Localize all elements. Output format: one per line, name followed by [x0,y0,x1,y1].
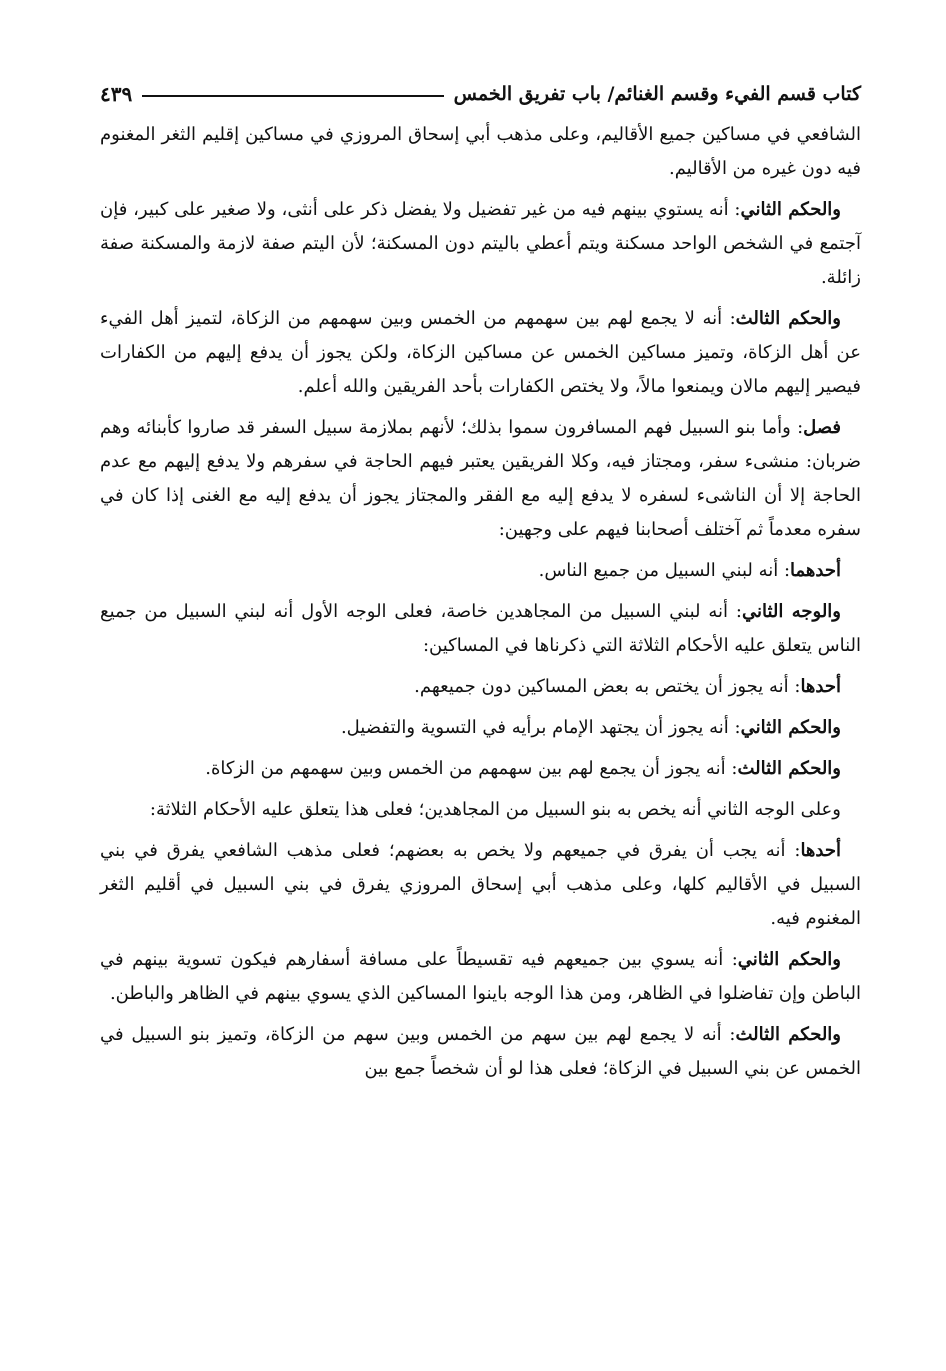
chapter-title: كتاب قسم الفيء وقسم الغنائم/ باب تفريق الخمس [453,83,861,105]
paragraph [100,554,861,588]
paragraph [100,943,861,1011]
paragraph-text: : أنه يجوز أن يجتهد الإمام برأيه في التسوية والتفضيل. [340,717,741,738]
paragraph [100,670,861,704]
paragraph-lead: والحكم الثاني [737,949,841,970]
paragraph-text: : أنه لا يجمع لهم بين سهمهم من الخمس وبين سهمهم من الزكاة، لتميز أهل الفيء عن أهل الزكاة، وتميز مساكين الخمس عن مساكين الزكاة، ولكن يجوز أن يدفع إليهم من الكفارات فيصير إليهم مالان ويمنعوا مالاً، ولا يختص الكفارات بأحد الفريقين والله أعلم. [100,308,861,397]
paragraph [100,193,861,295]
paragraph [100,793,861,827]
paragraph [100,411,861,547]
paragraph-lead: أحدها [800,676,841,697]
running-header [100,70,861,118]
paragraph-lead: والحكم الثالث [737,758,841,779]
paragraph [100,834,861,936]
section-label: فصل [803,417,841,438]
paragraph-text: : أنه لبني السبيل من جميع الناس. [538,560,791,581]
paragraph-text: الشافعي في مساكين جميع الأقاليم، وعلى مذهب أبي إسحاق المروزي في مساكين إقليم الثغر المغنوم فيه دون غيره من الأقاليم. [100,124,861,179]
paragraph [100,1018,861,1086]
book-page [100,70,861,1351]
paragraph-text: : أنه لا يجمع لهم بين سهم من الخمس وبين سهم من الزكاة، وتميز بنو السبيل في الخمس عن بني السبيل في الزكاة؛ فعلى هذا لو أن شخصاً جمع بين [100,1024,861,1079]
paragraph-lead: والحكم الثالث [735,308,841,329]
header-rule [142,95,443,97]
paragraph-lead: والحكم الثالث [735,1024,842,1045]
paragraph-lead: أحدها [800,840,841,861]
paragraph-text: : أنه لبني السبيل من المجاهدين خاصة، فعلى الوجه الأول أنه لبني السبيل من جميع الناس يتعلق عليه الأحكام الثلاثة التي ذكرناها في المساكين: [100,601,861,656]
paragraph [100,711,861,745]
paragraph [100,752,861,786]
paragraph-text: : أنه يجوز أن يجمع لهم بين سهمهم من الخمس وبين سهمهم من الزكاة. [205,758,738,779]
page-number: ٤٣٩ [100,82,133,106]
paragraph-text: : وأما بنو السبيل فهم المسافرون سموا بذلك؛ لأنهم بملازمة سبيل السفر قد صاروا كأبنائه وهم ضربان: منشىء سفر، ومجتاز فيه، وكلا الفريقين يعتبر فيهم الحاجة في سفرهم ولا يدفع إليهم مع عدم الحاجة إلا أن الناشىء لسفره لا يدفع إليه مع الفقر والمجتاز يجوز أن يدفع إليه مع الغنى إذا كان في سفره معدماً ثم آختلف أصحابنا فيهم على وجهين: [100,417,861,540]
paragraph [100,118,861,186]
body-text [100,118,861,1086]
paragraph-text: : أنه يجوز أن يختص به بعض المساكين دون جميعهم. [414,676,801,697]
paragraph-lead: والحكم الثاني [740,717,841,738]
paragraph-text: : أنه يستوي بينهم فيه من غير تفضيل ولا يفضل ذكر على أنثى، ولا صغير على كبير، فإن آجتمع في الشخص الواحد مسكنة ويتم أعطي باليتم دون المسكنة؛ لأن اليتم صفة لازمة والمسكنة صفة زائلة. [100,199,861,288]
paragraph [100,302,861,404]
paragraph-lead: والوجه الثاني [741,601,842,622]
paragraph-lead: أحدهما [790,560,841,581]
paragraph [100,595,861,663]
paragraph-lead: والحكم الثاني [740,199,841,220]
paragraph-text: : أنه يسوي بين جميعهم فيه تقسيطاً على مسافة أسفارهم فيكون تسوية بينهم في الباطن وإن تفاضلوا في الظاهر، ومن هذا الوجه باينوا المساكين الذي يسوي بينهم في الظاهر والباطن. [100,949,861,1004]
paragraph-text: : أنه يجب أن يفرق في جميعهم ولا يخص به بعضهم؛ فعلى مذهب الشافعي يفرق في بني السبيل في الأقاليم كلها، وعلى مذهب أبي إسحاق المروزي يفرق في بني السبيل في أقليم الثغر المغنوم فيه. [100,840,861,929]
paragraph-text: وعلى الوجه الثاني أنه يخص به بنو السبيل من المجاهدين؛ فعلى هذا يتعلق عليه الأحكام الثلاثة: [149,799,841,820]
